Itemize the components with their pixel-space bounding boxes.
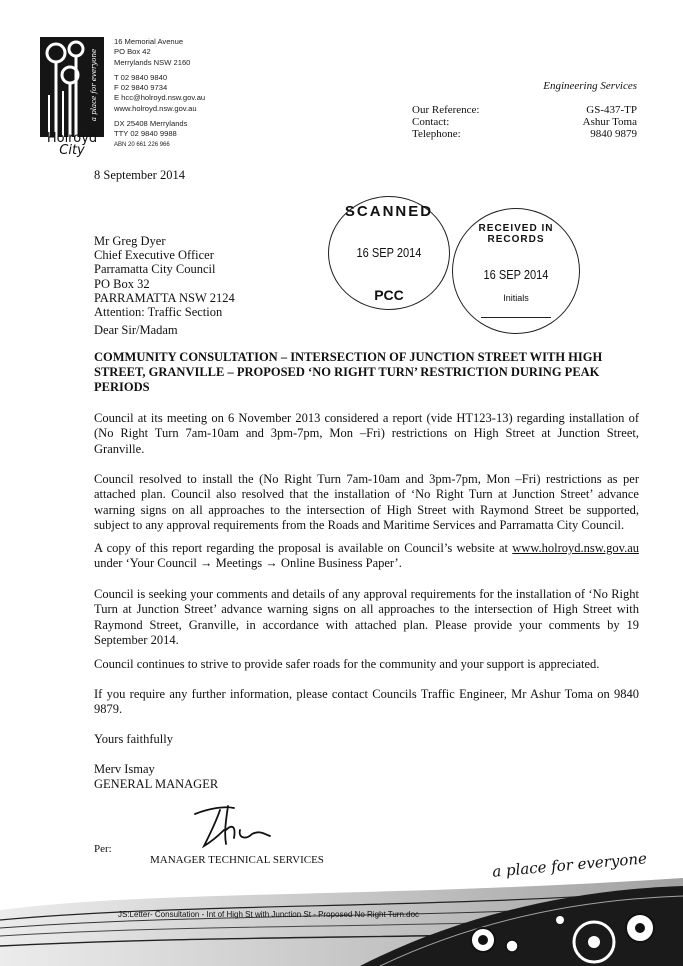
our-reference: GS-437-TP [586, 104, 637, 116]
phone: T 02 9840 9840 [114, 72, 168, 82]
paragraph-3 [94, 541, 639, 572]
telephone-label: Telephone: [412, 128, 461, 140]
our-reference-label: Our Reference: [412, 104, 480, 116]
per-title: MANAGER TECHNICAL SERVICES [150, 854, 324, 866]
recipient-organisation: Parramatta City Council [94, 262, 216, 277]
website[interactable]: www.holroyd.nsw.gov.au [114, 103, 197, 113]
signatory-block [94, 762, 218, 793]
council-website-link[interactable]: www.holroyd.nsw.gov.au [512, 541, 639, 555]
initials-line [481, 317, 551, 318]
email[interactable]: E hcc@holroyd.nsw.gov.au [114, 93, 206, 103]
paragraph-1: Council at its meeting on 6 November 2013 considered a report (vide HT123-13) regarding installation of (No Right Turn 7am-10am and 3pm-7pm, Mon –Fri) restrictions on High Street at Junction Street, Granville. [94, 411, 639, 456]
paragraph-3-tail: under ‘Your Council → Meetings → Online Business Paper’. [94, 556, 402, 571]
per-label: Per: [94, 843, 112, 855]
footer-tagline: a place for everyone [491, 849, 648, 881]
logo-sub: City [59, 143, 85, 158]
contact: Ashur Toma [582, 116, 637, 128]
paragraph-2: Council resolved to install the (No Right Turn 7am-10am and 3pm-7pm, Mon –Fri) restrictions as per attached plan. Council also resolved that the installation of ‘No Right Turn at Junction Street’ advance warning signs on all approaches to the intersection of High Street with Raymond Street be supported, subject to any approval requirements from the Roads and Maritime Services and Parramatta City Council. [94, 472, 639, 532]
department: Engineering Services [543, 80, 637, 92]
signature-icon [190, 800, 280, 854]
scanned-stamp-word: SCANNED [344, 203, 434, 220]
telephone: 9840 9879 [590, 128, 637, 140]
records-stamp-word: RECEIVED IN RECORDS [478, 223, 554, 245]
signatory-title: GENERAL MANAGER [94, 777, 219, 792]
recipient-po-box: PO Box 32 [94, 276, 150, 291]
subject-heading: COMMUNITY CONSULTATION – INTERSECTION OF JUNCTION STREET WITH HIGH STREET, GRANVILLE – PROPOSED ‘NO RIGHT TURN’ RESTRICTION DURING PEAK PERIODS [94, 350, 603, 394]
paragraph-5: Council continues to strive to provide safer roads for the community and your support is appreciated. [94, 657, 600, 671]
abn: ABN 20 661 226 966 [114, 141, 170, 148]
records-stamp-date: 16 SEP 2014 [483, 267, 549, 282]
received-records-stamp [452, 208, 580, 334]
logo-tagline: a place for everyone [90, 48, 98, 122]
salutation: Dear Sir/Madam [94, 323, 178, 337]
address-line-2: PO Box 42 [114, 47, 151, 57]
sign-off: Yours faithfully [94, 732, 173, 746]
dx: DX 25408 Merrylands [114, 119, 188, 129]
records-stamp-initials: Initials [503, 293, 529, 303]
scanned-stamp [328, 196, 450, 310]
fax: F 02 9840 9734 [114, 83, 168, 93]
scanned-stamp-date: 16 SEP 2014 [356, 245, 422, 260]
paragraph-6: If you require any further information, please contact Councils Traffic Engineer, Mr Ashur Toma on 9840 9879. [94, 687, 639, 717]
footer-file-reference: JS:Letter- Consultation - Int of High St with Junction St - Proposed No Right Turn.doc [118, 910, 420, 919]
signatory-name: Merv Ismay [94, 762, 155, 776]
letterhead-contact [114, 37, 205, 150]
address-line-1: 16 Memorial Avenue [114, 37, 184, 46]
recipient-title: Chief Executive Officer [94, 248, 214, 263]
contact-label: Contact: [412, 116, 450, 128]
recipient-city: PARRAMATTA NSW 2124 [94, 290, 235, 305]
tty: TTY 02 9840 9988 [114, 129, 177, 139]
reference-values [583, 104, 637, 140]
paragraph-3-text: A copy of this report regarding the proposal is available on Council’s website at [94, 541, 513, 555]
logo-wordmark [40, 133, 104, 157]
council-logo [40, 37, 104, 137]
logo-name: Holroyd [46, 131, 98, 146]
paragraph-4: Council is seeking your comments and details of any approval requirements for the installation of ‘No Right Turn at Junction Street’ advance warning signs on all approaches to the intersection of High Street with Raymond Street, Granville, in accordance with attached plan. Please provide your comments by 19 September 2014. [94, 587, 639, 647]
recipient-address [94, 234, 235, 319]
scanned-stamp-org: PCC [374, 287, 404, 303]
recipient-attention: Attention: Traffic Section [94, 305, 223, 320]
reference-labels [412, 104, 480, 140]
letter-date: 8 September 2014 [94, 168, 185, 182]
address-line-3: Merrylands NSW 2160 [114, 57, 191, 67]
recipient-name: Mr Greg Dyer [94, 234, 166, 248]
